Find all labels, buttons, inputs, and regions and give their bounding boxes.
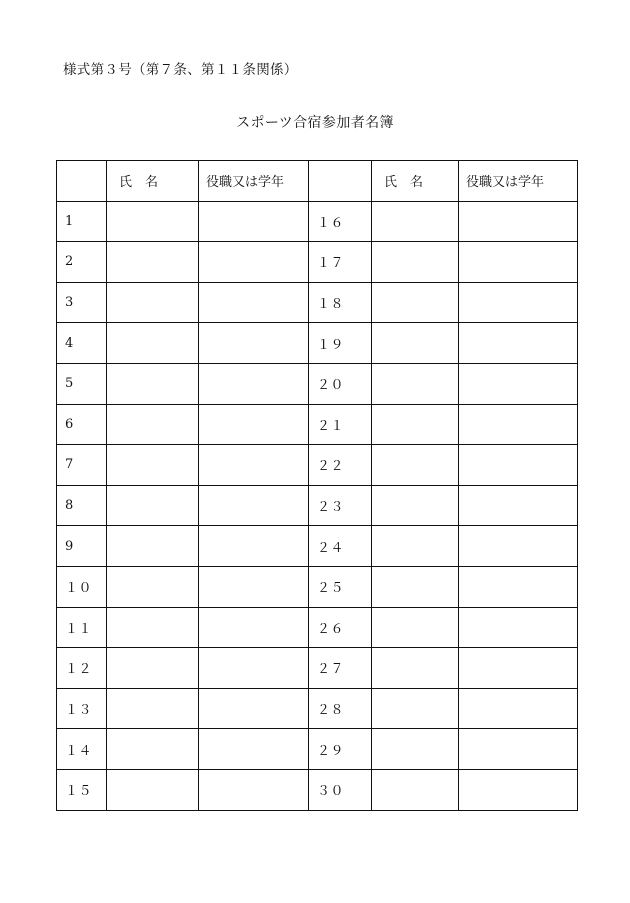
name-cell-right[interactable] — [372, 526, 459, 567]
name-cell-right[interactable] — [372, 242, 459, 283]
position-cell-left[interactable] — [199, 566, 309, 607]
name-cell-left[interactable] — [107, 566, 199, 607]
table-row — [57, 445, 578, 486]
row-number-left: 8 — [57, 485, 107, 526]
row-number-left: １５ — [57, 769, 107, 810]
row-number-right: １９ — [309, 323, 372, 364]
row-number-left: 4 — [57, 323, 107, 364]
name-cell-right[interactable] — [372, 607, 459, 648]
table-row — [57, 688, 578, 729]
table-header-row — [57, 161, 578, 202]
name-cell-left[interactable] — [107, 282, 199, 323]
position-cell-left[interactable] — [199, 323, 309, 364]
position-cell-left[interactable] — [199, 607, 309, 648]
name-cell-left[interactable] — [107, 485, 199, 526]
position-cell-right[interactable] — [459, 445, 578, 486]
table-row — [57, 607, 578, 648]
position-cell-right[interactable] — [459, 363, 578, 404]
table-row — [57, 566, 578, 607]
position-cell-left[interactable] — [199, 526, 309, 567]
header-position-left: 役職又は学年 — [199, 161, 309, 202]
name-cell-right[interactable] — [372, 485, 459, 526]
row-number-left: 3 — [57, 282, 107, 323]
row-number-right: ２７ — [309, 648, 372, 689]
row-number-left: 9 — [57, 526, 107, 567]
position-cell-right[interactable] — [459, 526, 578, 567]
name-cell-left[interactable] — [107, 607, 199, 648]
row-number-right: １６ — [309, 201, 372, 242]
table-row — [57, 769, 578, 810]
row-number-right: ２１ — [309, 404, 372, 445]
position-cell-left[interactable] — [199, 445, 309, 486]
header-name-left: 氏 名 — [107, 161, 199, 202]
position-cell-right[interactable] — [459, 242, 578, 283]
name-cell-right[interactable] — [372, 323, 459, 364]
position-cell-right[interactable] — [459, 769, 578, 810]
name-cell-right[interactable] — [372, 445, 459, 486]
name-cell-right[interactable] — [372, 648, 459, 689]
position-cell-right[interactable] — [459, 566, 578, 607]
form-number: 様式第３号（第７条、第１１条関係） — [63, 62, 298, 78]
name-cell-left[interactable] — [107, 404, 199, 445]
row-number-left: １３ — [57, 688, 107, 729]
position-cell-left[interactable] — [199, 648, 309, 689]
table-row — [57, 201, 578, 242]
position-cell-left[interactable] — [199, 242, 309, 283]
position-cell-left[interactable] — [199, 404, 309, 445]
roster-body — [57, 201, 578, 810]
name-cell-left[interactable] — [107, 769, 199, 810]
position-cell-left[interactable] — [199, 282, 309, 323]
name-cell-right[interactable] — [372, 282, 459, 323]
position-cell-left[interactable] — [199, 769, 309, 810]
position-cell-right[interactable] — [459, 729, 578, 770]
row-number-right: ２５ — [309, 566, 372, 607]
position-cell-right[interactable] — [459, 688, 578, 729]
header-name-right: 氏 名 — [372, 161, 459, 202]
table-row — [57, 282, 578, 323]
row-number-left: 5 — [57, 363, 107, 404]
name-cell-left[interactable] — [107, 729, 199, 770]
position-cell-right[interactable] — [459, 201, 578, 242]
name-cell-left[interactable] — [107, 363, 199, 404]
position-cell-right[interactable] — [459, 648, 578, 689]
name-cell-right[interactable] — [372, 688, 459, 729]
name-cell-right[interactable] — [372, 363, 459, 404]
table-row — [57, 729, 578, 770]
name-cell-right[interactable] — [372, 566, 459, 607]
name-cell-left[interactable] — [107, 648, 199, 689]
row-number-right: ２０ — [309, 363, 372, 404]
name-cell-left[interactable] — [107, 201, 199, 242]
row-number-right: ２６ — [309, 607, 372, 648]
row-number-left: １１ — [57, 607, 107, 648]
table-row — [57, 323, 578, 364]
name-cell-right[interactable] — [372, 404, 459, 445]
row-number-right: １８ — [309, 282, 372, 323]
row-number-right: ２９ — [309, 729, 372, 770]
row-number-right: ２８ — [309, 688, 372, 729]
name-cell-left[interactable] — [107, 323, 199, 364]
row-number-right: １７ — [309, 242, 372, 283]
row-number-left: 6 — [57, 404, 107, 445]
row-number-right: ３０ — [309, 769, 372, 810]
position-cell-left[interactable] — [199, 201, 309, 242]
position-cell-left[interactable] — [199, 688, 309, 729]
position-cell-right[interactable] — [459, 485, 578, 526]
participant-roster-table — [56, 160, 578, 811]
table-row — [57, 363, 578, 404]
row-number-right: ２４ — [309, 526, 372, 567]
name-cell-right[interactable] — [372, 201, 459, 242]
name-cell-left[interactable] — [107, 242, 199, 283]
document-title: スポーツ合宿参加者名簿 — [236, 115, 394, 131]
position-cell-right[interactable] — [459, 404, 578, 445]
row-number-left: １０ — [57, 566, 107, 607]
header-number-left — [57, 161, 107, 202]
position-cell-left[interactable] — [199, 363, 309, 404]
row-number-left: １２ — [57, 648, 107, 689]
row-number-left: 7 — [57, 445, 107, 486]
table-row — [57, 485, 578, 526]
name-cell-left[interactable] — [107, 445, 199, 486]
table-row — [57, 526, 578, 567]
position-cell-left[interactable] — [199, 485, 309, 526]
name-cell-right[interactable] — [372, 769, 459, 810]
position-cell-right[interactable] — [459, 607, 578, 648]
position-cell-right[interactable] — [459, 323, 578, 364]
table-row — [57, 242, 578, 283]
row-number-left: 1 — [57, 201, 107, 242]
row-number-left: 2 — [57, 242, 107, 283]
name-cell-left[interactable] — [107, 688, 199, 729]
row-number-left: １４ — [57, 729, 107, 770]
header-number-right — [309, 161, 372, 202]
table-row — [57, 648, 578, 689]
row-number-right: ２２ — [309, 445, 372, 486]
position-cell-right[interactable] — [459, 282, 578, 323]
row-number-right: ２３ — [309, 485, 372, 526]
header-position-right: 役職又は学年 — [459, 161, 578, 202]
name-cell-right[interactable] — [372, 729, 459, 770]
table-row — [57, 404, 578, 445]
position-cell-left[interactable] — [199, 729, 309, 770]
name-cell-left[interactable] — [107, 526, 199, 567]
